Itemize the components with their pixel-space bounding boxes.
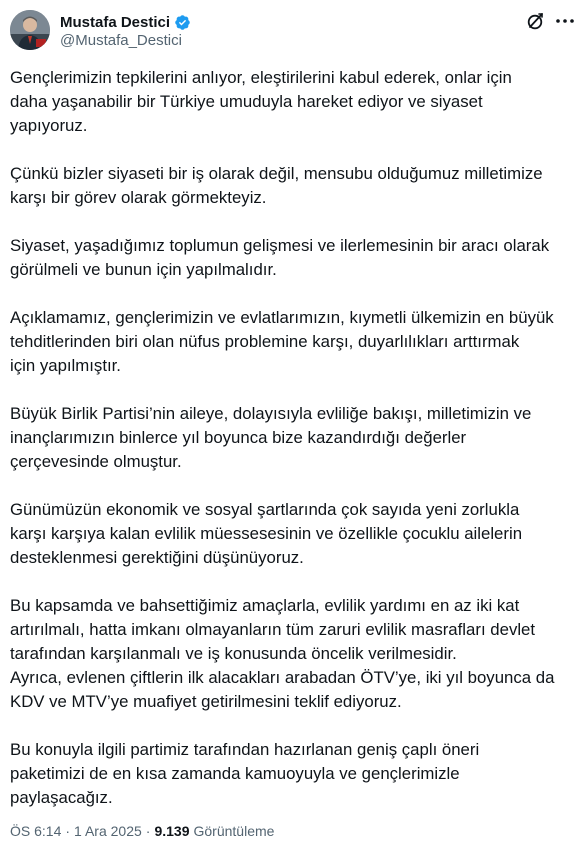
views-label: Görüntüleme <box>193 823 275 839</box>
tweet-line: görülmeli ve bunun için yapılmalıdır. <box>10 260 277 279</box>
tweet-line: Bu kapsamda ve bahsettiğimiz amaçlarla, evlilik yardımı en az iki kat <box>10 596 520 615</box>
tweet-line: artırılmalı, hatta imkanı olmayanların tüm zaruri evlilik masrafları devlet <box>10 620 536 639</box>
avatar-photo <box>10 10 50 50</box>
tweet-line: Açıklamamız, gençlerimizin ve evlatlarımızın, kıymetli ülkemizin en büyük <box>10 308 554 327</box>
tweet-line: Büyük Birlik Partisi’nin aileye, dolayısıyla evliliğe bakışı, milletimizin ve <box>10 404 532 423</box>
tweet-paragraph <box>10 234 578 282</box>
author-display-name[interactable]: Mustafa Destici <box>60 13 171 31</box>
tweet-paragraph <box>10 66 578 138</box>
tweet-line: tehditlerinden biri olan nüfus problemine karşı, duyarlılıkları arttırmak <box>10 332 520 351</box>
tweet-date[interactable]: 1 Ara 2025 <box>74 823 142 839</box>
tweet-time[interactable]: ÖS 6:14 <box>10 823 62 839</box>
tweet-paragraph <box>10 498 578 570</box>
tweet-line: desteklenmesi gerektiğini düşünüyoruz. <box>10 548 304 567</box>
tweet-line: KDV ve MTV’ye muafiyet getirilmesini teklif ediyoruz. <box>10 692 402 711</box>
tweet-line: yapıyoruz. <box>10 116 88 135</box>
tweet-line: çerçevesinde olmuştur. <box>10 452 182 471</box>
tweet-text <box>10 66 578 834</box>
tweet-line: tarafından karşılanmalı ve iş konusunda öncelik verilmesidir. <box>10 644 457 663</box>
avatar[interactable] <box>10 10 50 50</box>
tweet-line: paylaşacağız. <box>10 788 113 807</box>
tweet-line: Gençlerimizin tepkilerini anlıyor, eleştirilerini kabul ederek, onlar için <box>10 68 512 87</box>
tweet-paragraph <box>10 306 578 378</box>
tweet-time-date-separator: · <box>65 823 71 839</box>
tweet-line: için yapılmıştır. <box>10 356 121 375</box>
tweet-header <box>10 10 576 54</box>
tweet-paragraph <box>10 738 578 810</box>
tweet-meta <box>10 823 274 839</box>
tweet-line: karşı karşıya kalan evlilik müessesesinin ve özellikle çocuklu ailelerin <box>10 524 523 543</box>
name-row <box>60 12 191 32</box>
views-count: 9.139 <box>154 823 190 839</box>
author-handle[interactable]: @Mustafa_Destici <box>60 32 182 49</box>
tweet-line: Bu konuyla ilgili partimiz tarafından hazırlanan geniş çaplı öneri <box>10 740 480 759</box>
grok-icon[interactable] <box>526 11 546 31</box>
verified-badge-icon <box>174 14 191 31</box>
tweet-paragraph <box>10 162 578 210</box>
tweet-date-views-separator: · <box>145 823 151 839</box>
tweet-line: Ayrıca, evlenen çiftlerin ilk alacakları arabadan ÖTV’ye, iki yıl boyunca da <box>10 668 555 687</box>
tweet-paragraph <box>10 402 578 474</box>
tweet-paragraph <box>10 594 578 714</box>
more-options-icon[interactable] <box>554 11 576 31</box>
tweet-line: Siyaset, yaşadığımız toplumun gelişmesi ve ilerlemesinin bir aracı olarak <box>10 236 550 255</box>
tweet-line: inançlarımızın binlerce yıl boyunca bize kazandırdığı değerler <box>10 428 467 447</box>
tweet-line: daha yaşanabilir bir Türkiye umuduyla hareket ediyor ve siyaset <box>10 92 483 111</box>
tweet-line: karşı bir görev olarak görmekteyiz. <box>10 188 267 207</box>
tweet-line: Çünkü bizler siyaseti bir iş olarak değil, mensubu olduğumuz milletimize <box>10 164 543 183</box>
tweet-line: paketimizi de en kısa zamanda kamuoyuyla ve gençlerimizle <box>10 764 460 783</box>
tweet-line: Günümüzün ekonomik ve sosyal şartlarında çok sayıda yeni zorlukla <box>10 500 520 519</box>
